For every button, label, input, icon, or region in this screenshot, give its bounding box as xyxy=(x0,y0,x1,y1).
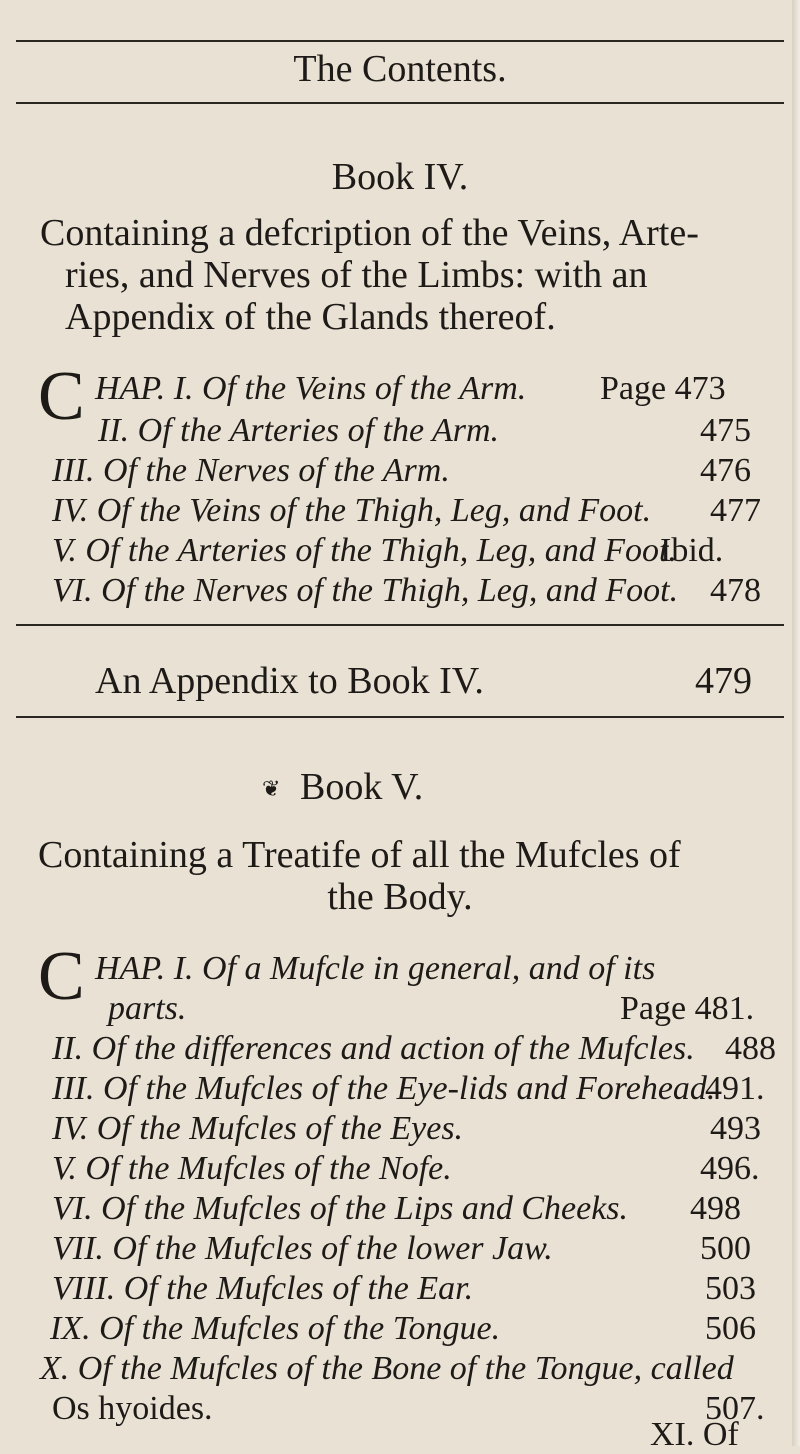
chapter-entry xyxy=(40,1350,734,1388)
book-v-description-line: Containing a Treatife of all the Mufcles of xyxy=(38,834,681,876)
chapter-page: 496. xyxy=(700,1150,760,1187)
chapter-page: 493 xyxy=(710,1110,761,1147)
chapter-title: Of the Arteries of the Arm. xyxy=(137,412,500,449)
chapter-page: 500 xyxy=(700,1230,751,1267)
chapter-number: X. xyxy=(40,1350,70,1387)
chapter-title: Of the Veins of the Arm. xyxy=(202,370,527,407)
chapter-number: IV. xyxy=(52,492,89,529)
chapter-entry xyxy=(52,1150,452,1188)
chapter-number: II. xyxy=(98,412,130,449)
book-iv-description-line: Appendix of the Glands thereof. xyxy=(65,296,556,338)
chapter-page: 478 xyxy=(710,572,761,609)
book-v-title: Book V. xyxy=(300,766,424,808)
chapter-number: HAP. I. xyxy=(95,950,194,987)
chapter-entry xyxy=(52,1230,553,1268)
header-top-rule xyxy=(16,40,784,42)
chapter-title: Of the Mufcles of the Ear. xyxy=(123,1270,474,1307)
chapter-page: 491. xyxy=(705,1070,765,1107)
book-v-description-line: the Body. xyxy=(327,876,473,918)
chapter-page: 498 xyxy=(690,1190,741,1227)
chapter-page: 477 xyxy=(710,492,761,529)
book-iv-description-line: ries, and Nerves of the Limbs: with an xyxy=(65,254,648,296)
chapter-entry xyxy=(50,1310,500,1348)
chapter-number: HAP. I. xyxy=(95,370,194,407)
chapter-title: Of the Mufcles of the Tongue. xyxy=(99,1310,501,1347)
chapter-page: Page 481. xyxy=(620,990,755,1027)
appendix-page: 479 xyxy=(695,660,752,702)
chapter-number: III. xyxy=(52,452,95,489)
chapter-number: VIII. xyxy=(52,1270,116,1307)
chapter-page: 503 xyxy=(705,1270,756,1307)
chapter-title-continuation: Os hyoides. xyxy=(52,1390,213,1427)
chapter-entry xyxy=(98,412,499,450)
chapter-entry xyxy=(52,1270,473,1308)
chapter-title: Of the Arteries of the Thigh, Leg, and Foot. xyxy=(85,532,677,569)
chapter-number: V. xyxy=(52,1150,77,1187)
header-bottom-rule xyxy=(16,102,784,104)
chapter-title: Of the Mufcles of the Bone of the Tongue, called xyxy=(77,1350,734,1387)
chapter-title: Of the differences and action of the Mufcles. xyxy=(91,1030,695,1067)
chapter-entry xyxy=(52,1190,628,1228)
chapter-number: II. xyxy=(52,1030,84,1067)
chapter-page: 507. xyxy=(705,1390,765,1427)
book-iv-description-line: Containing a defcription of the Veins, Arte- xyxy=(40,212,699,254)
drop-cap: C xyxy=(38,358,85,435)
chapter-number: VI. xyxy=(52,572,93,609)
chapter-title: Of the Nerves of the Arm. xyxy=(102,452,450,489)
chapter-page: 506 xyxy=(705,1310,756,1347)
chapter-entry xyxy=(52,1030,695,1068)
chapter-entry xyxy=(52,532,677,570)
appendix-entry: An Appendix to Book IV. xyxy=(95,660,484,702)
running-header: The Contents. xyxy=(293,48,507,90)
chapter-number: III. xyxy=(52,1070,95,1107)
chapter-entry xyxy=(95,370,526,408)
catchword: XI. Of xyxy=(650,1416,739,1453)
chapter-number: VII. xyxy=(52,1230,104,1267)
chapter-number: IV. xyxy=(52,1110,89,1147)
book-iv-title: Book IV. xyxy=(331,156,469,198)
chapter-entry xyxy=(95,950,655,988)
chapter-page: 476 xyxy=(700,452,751,489)
chapter-title: Of the Mufcles of the Lips and Cheeks. xyxy=(101,1190,629,1227)
chapter-entry xyxy=(52,452,450,490)
section-rule xyxy=(16,624,784,626)
chapter-title: Of the Mufcles of the Eyes. xyxy=(96,1110,464,1147)
chapter-page: 488 xyxy=(725,1030,776,1067)
chapter-entry xyxy=(52,492,651,530)
chapter-entry xyxy=(52,1070,715,1108)
chapter-title-continuation: parts. xyxy=(108,990,187,1027)
ornament-icon: ❦ xyxy=(262,776,281,801)
chapter-title: Of a Mufcle in general, and of its xyxy=(202,950,656,987)
chapter-title: Of the Mufcles of the Eye-lids and Forehead. xyxy=(102,1070,716,1107)
chapter-title: Of the Nerves of the Thigh, Leg, and Foot. xyxy=(101,572,679,609)
chapter-number: VI. xyxy=(52,1190,93,1227)
chapter-title: Of the Mufcles of the Nofe. xyxy=(85,1150,452,1187)
chapter-page: 475 xyxy=(700,412,751,449)
chapter-number: V. xyxy=(52,532,77,569)
section-rule xyxy=(16,716,784,718)
drop-cap: C xyxy=(38,938,85,1015)
chapter-number: IX. xyxy=(50,1310,91,1347)
chapter-page: Ibid. xyxy=(660,532,724,569)
chapter-page: Page 473 xyxy=(600,370,726,407)
chapter-entry xyxy=(52,1110,463,1148)
chapter-title: Of the Mufcles of the lower Jaw. xyxy=(112,1230,553,1267)
chapter-entry xyxy=(52,572,678,610)
page-edge xyxy=(792,0,800,1446)
chapter-title: Of the Veins of the Thigh, Leg, and Foot. xyxy=(96,492,652,529)
